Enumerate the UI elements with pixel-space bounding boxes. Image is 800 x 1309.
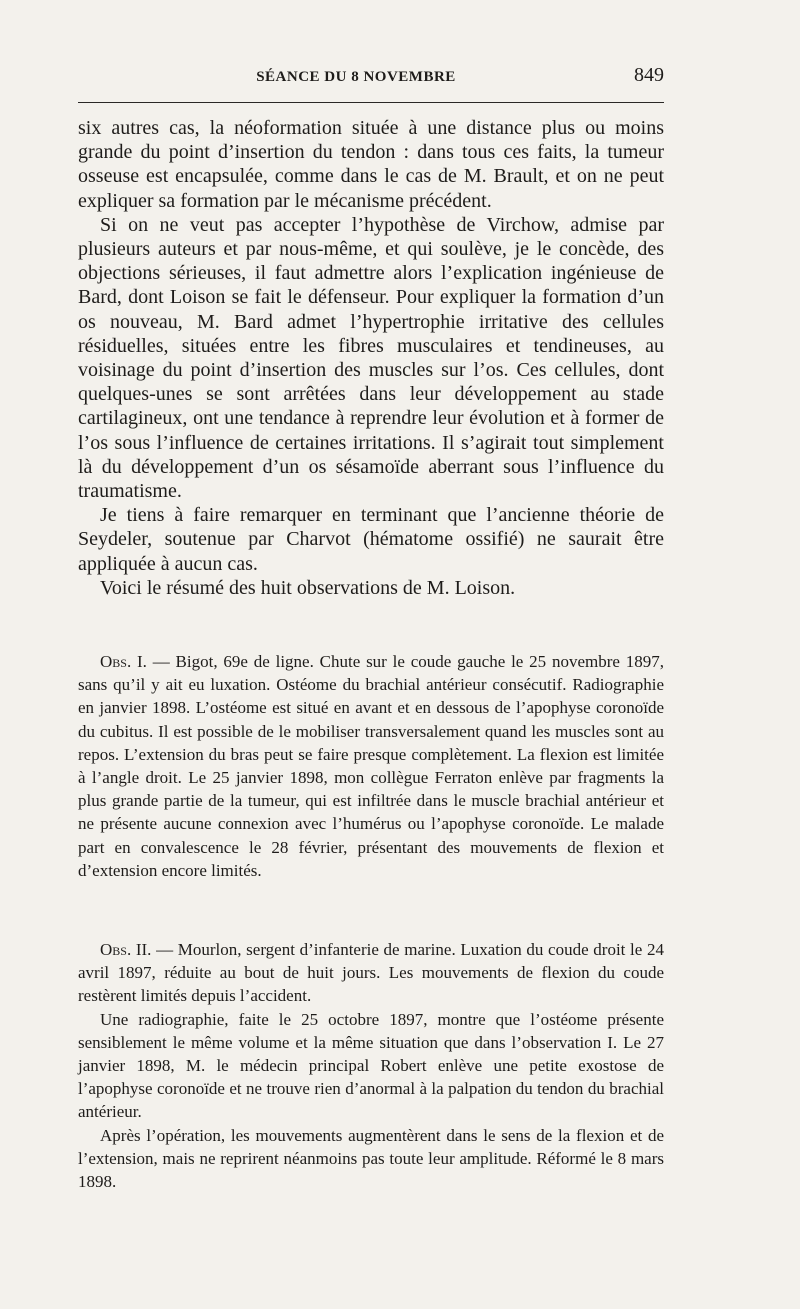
paragraph: Je tiens à faire remarquer en terminant que l’ancienne théorie de Seydeler, soutenue par Charvot (hématome ossifié) ne saurait être appliquée à aucun cas. [78, 504, 664, 575]
page-number: 849 [634, 64, 664, 86]
running-title: SÉANCE DU 8 NOVEMBRE [256, 69, 456, 85]
observation-paragraph: Une radiographie, faite le 25 octobre 1897, montre que l’ostéome présente sensiblement le même volume et la même situation que dans l’observation I. Le 27 janvier 1898, M. le médecin principal Robert enlève une petite exostose de l’apophyse coronoïde et ne trouve rien d’anormal à la palpation du tendon du brachial antérieur. [78, 1009, 664, 1122]
paragraph: Si on ne veut pas accepter l’hypothèse de Virchow, admise par plusieurs auteurs et par nous-même, et qui soulève, je le concède, des objections sérieuses, il faut admettre alors l’explication ingénieuse de Bard, dont Loison se fait le défenseur. Pour expliquer la formation d’un os nouveau, M. Bard admet l’hypertrophie irritative des cellules résiduelles, situées entre les fibres musculaires et tendineuses, au voisinage du point d’insertion des muscles sur l’os. Ces cellules, dont quelques-unes se sont arrêtées dans leur développement au stade cartilagineux, ont une tendance à reprendre leur évolution et à former de l’os sous l’influence de certaines irritations. Il s’agirait tout simplement là du développement d’un os sésamoïde aberrant sous l’influence du traumatisme. [78, 213, 664, 503]
observation-label: Obs. I. [100, 652, 147, 671]
observation-1 [78, 650, 664, 882]
observation-text: — Bigot, 69e de ligne. Chute sur le coude gauche le 25 novembre 1897, sans qu’il y ait eu luxation. Ostéome du brachial antérieur consécutif. Radiographie en janvier 1898. L’ostéome est situé en avant et en dessous de l’apophyse coronoïde du cubitus. Il est possible de le mobiliser transversalement quand les muscles sont au repos. L’extension du bras peut se faire presque complètement. La flexion est limitée à l’angle droit. Le 25 janvier 1898, mon collègue Ferraton enlève par fragments la plus grande partie de la tumeur, qui est infiltrée dans le muscle brachial antérieur et ne présente aucune connexion avec l’humérus ou l’apophyse coronoïde. Le malade part en convalescence le 28 février, présentant des mouvements de flexion et d’extension encore limités. [78, 652, 664, 880]
observation-text: — Mourlon, sergent d’infanterie de marine. Luxation du coude droit le 24 avril 1897, réduite au bout de huit jours. Les mouvements de flexion du coude restèrent limités depuis l’accident. [78, 940, 664, 1006]
page-header [78, 64, 664, 88]
observation-paragraph [78, 938, 664, 1008]
observation-paragraph [78, 650, 664, 882]
paragraph: Voici le résumé des huit observations de M. Loison. [100, 576, 516, 599]
observation-2 [78, 938, 664, 1193]
main-text [78, 116, 664, 600]
paragraph: six autres cas, la néoformation située à une distance plus ou moins grande du point d’insertion du tendon : dans tous ces faits, la tumeur osseuse est encapsulée, comme dans le cas de M. Brault, et on ne peut expliquer sa formation par le mécanisme précédent. [78, 117, 664, 212]
header-rule [78, 102, 664, 103]
observation-label: Obs. II. [100, 940, 152, 959]
observation-paragraph: Après l’opération, les mouvements augmentèrent dans le sens de la flexion et de l’extension, mais ne reprirent néanmoins pas toute leur amplitude. Réformé le 8 mars 1898. [78, 1125, 664, 1192]
